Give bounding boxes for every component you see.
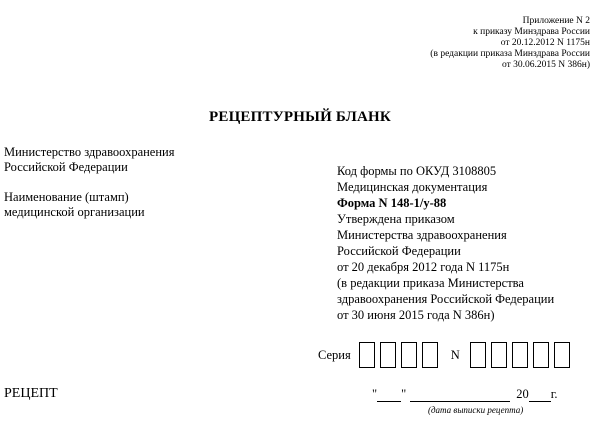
recipe-label: РЕЦЕПТ [4, 386, 58, 401]
year-prefix: 20 [516, 387, 529, 401]
approval-line-4: от 20 декабря 2012 года N 1175н [337, 260, 510, 274]
series-number-row [318, 341, 575, 369]
approval-line-2: Министерства здравоохранения [337, 228, 507, 242]
number-box-4[interactable] [533, 342, 549, 368]
annex-line-2: к приказу Минздрава России [473, 27, 590, 37]
date-caption: (дата выписки рецепта) [428, 405, 524, 415]
edition-line-2: здравоохранения Российской Федерации [337, 292, 555, 306]
annex-line-5: от 30.06.2015 N 386н) [501, 60, 590, 70]
annex-line-4: (в редакции приказа Минздрава России [430, 49, 590, 59]
approval-line-1: Утверждена приказом [337, 212, 455, 226]
organization-block [4, 145, 174, 220]
number-label: N [450, 347, 460, 362]
organization-name-line-2: медицинской организации [4, 205, 145, 219]
number-box-5[interactable] [554, 342, 570, 368]
number-box-3[interactable] [512, 342, 528, 368]
series-box-4[interactable] [422, 342, 438, 368]
edition-line-3: от 30 июня 2015 года N 386н) [337, 308, 495, 322]
month-field[interactable] [410, 389, 510, 402]
page-title: РЕЦЕПТУРНЫЙ БЛАНК [209, 109, 391, 125]
form-info-block [337, 163, 554, 323]
date-row [372, 387, 558, 402]
series-box-2[interactable] [380, 342, 396, 368]
series-label: Серия [318, 347, 351, 362]
organization-name-line-1: Наименование (штамп) [4, 190, 129, 204]
edition-line-1: (в редакции приказа Министерства [337, 276, 524, 290]
series-box-1[interactable] [359, 342, 375, 368]
form-number: Форма N 148-1/у-88 [337, 196, 447, 210]
series-box-3[interactable] [401, 342, 417, 368]
annex-line-3: от 20.12.2012 N 1175н [500, 38, 590, 48]
approval-line-3: Российской Федерации [337, 244, 461, 258]
doc-type: Медицинская документация [337, 180, 488, 194]
spacer [4, 175, 174, 190]
number-box-1[interactable] [470, 342, 486, 368]
year-field[interactable] [529, 389, 551, 402]
annex-block [350, 16, 590, 71]
annex-line-1: Приложение N 2 [522, 16, 590, 26]
day-field[interactable] [377, 389, 401, 402]
year-suffix: г. [550, 387, 558, 401]
okud-code: Код формы по ОКУД 3108805 [337, 164, 497, 178]
number-box-2[interactable] [491, 342, 507, 368]
date-close-quote: " [401, 387, 407, 401]
date-open-quote: " [372, 387, 378, 401]
ministry-line-1: Министерство здравоохранения [4, 145, 175, 159]
ministry-line-2: Российской Федерации [4, 160, 128, 174]
